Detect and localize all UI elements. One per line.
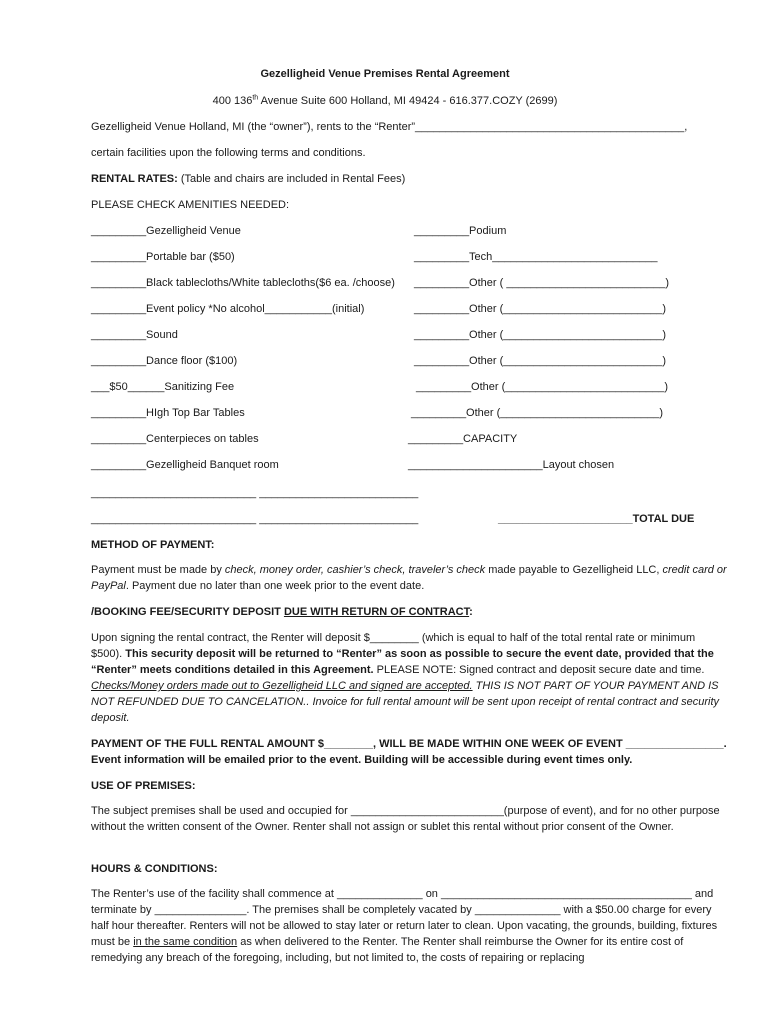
booking-heading-underlined: DUE WITH RETURN OF CONTRACT [283, 606, 470, 618]
blank-line[interactable]: ___________________________ __________________________ [91, 513, 419, 525]
hours-text [91, 886, 729, 966]
deposit-text-italic: THIS IS NOT PART OF YOUR PAYMENT AND IS NOT REFUNDED DUE TO CANCELATION.. Invoice for full rental amount will be sent upon receipt of rental contract and security deposit. [91, 680, 720, 724]
rental-rates-note: (Table and chairs are included in Rental Fees) [177, 173, 406, 185]
amenity-right[interactable]: _________CAPACITY [408, 433, 518, 445]
rental-rates-label: RENTAL RATES: [91, 173, 178, 185]
method-text-part: . Payment due no later than one week prior to the event date. [125, 580, 425, 592]
rental-rates [91, 172, 405, 186]
use-text: The subject premises shall be used and occupied for _________________________(purpose of event), and for no other purpose without the written consent of the Owner. Renter shall not assign or sublet this rental without prior consent of the Owner. [91, 805, 720, 833]
deposit-text [91, 630, 729, 726]
booking-heading [91, 605, 473, 619]
amenity-left[interactable]: _________HIgh Top Bar Tables [91, 407, 245, 419]
amenity-left[interactable]: _________Gezelligheid Banquet room [91, 459, 279, 471]
amenity-right[interactable]: _________Other (__________________________) [414, 355, 667, 367]
hours-text-underlined: in the same condition [133, 936, 238, 948]
hours-heading: HOURS & CONDITIONS: [91, 863, 218, 875]
booking-heading-part: /BOOKING FEE/SECURITY DEPOSIT [91, 606, 284, 618]
method-text-italic: credit card or PayPal [91, 564, 727, 592]
amenity-left[interactable]: _________Event policy *No alcohol___________(initial) [91, 303, 365, 315]
amenity-left[interactable]: _________Sound [91, 329, 178, 341]
address-part: Avenue Suite 600 Holland, MI 49424 - 616.377.COZY (2699) [258, 95, 558, 107]
hours-text-part: as when delivered to the Renter. The Renter shall reimburse the Owner for its entire cost of remedying any breach of the foregoing, including, but not limited to, the costs of repairing or replacing [91, 936, 684, 964]
amenity-right[interactable]: _________Other (__________________________) [411, 407, 664, 419]
deposit-text-underlined: Checks/Money orders made out to Gezelligheid LLC and signed are accepted. [91, 680, 473, 692]
use-heading: USE OF PREMISES: [91, 780, 196, 792]
amenities-heading: PLEASE CHECK AMENITIES NEEDED: [91, 199, 290, 211]
amenity-right[interactable]: _________Other (__________________________) [416, 381, 669, 393]
address-superscript: th [252, 94, 259, 102]
amenity-left[interactable]: _________Gezelligheid Venue [91, 225, 241, 237]
method-text-part: made payable to Gezelligheid LLC, [485, 564, 663, 576]
blank-line[interactable]: ___________________________ __________________________ [91, 487, 419, 499]
document-title: Gezelligheid Venue Premises Rental Agreement [260, 68, 510, 80]
method-text-part: Payment must be made by [91, 564, 225, 576]
amenity-left[interactable]: _________Dance floor ($100) [91, 355, 238, 367]
amenity-right[interactable]: _________Tech___________________________ [414, 251, 658, 263]
amenity-left[interactable]: _________Centerpieces on tables [91, 433, 259, 445]
address-part: 400 136 [212, 95, 253, 107]
method-text [91, 562, 729, 594]
intro-line-2: certain facilities upon the following terms and conditions. [91, 147, 366, 159]
amenity-right[interactable]: _________Other (__________________________) [414, 303, 667, 315]
amenity-right[interactable]: _________Podium [414, 225, 507, 237]
total-due[interactable]: ______________________TOTAL DUE [498, 513, 695, 525]
full-payment-text: PAYMENT OF THE FULL RENTAL AMOUNT $________, WILL BE MADE WITHIN ONE WEEK OF EVENT ________________. Event information will be emailed prior to the event. Building will be accessible during event times only. [91, 738, 727, 766]
amenity-left[interactable]: _________Black tablecloths/White tablecloths($6 ea. /choose) [91, 277, 395, 289]
intro-line: Gezelligheid Venue Holland, MI (the “owner”), rents to the “Renter”____________________________________________, [91, 121, 688, 133]
amenity-right[interactable]: ______________________Layout chosen [408, 459, 615, 471]
amenity-left[interactable]: _________Portable bar ($50) [91, 251, 235, 263]
deposit-text-part: Upon signing the rental contract, the Renter will deposit $________ (which is equal to half of the total rental rate or minimum $500). [91, 632, 696, 660]
method-heading: METHOD OF PAYMENT: [91, 539, 215, 551]
method-text-italic: check, money order, cashier’s check, traveler’s check [224, 564, 486, 576]
amenity-left[interactable]: ___$50______Sanitizing Fee [91, 381, 235, 393]
hours-text-part: The Renter’s use of the facility shall commence at ______________ on _________________________________________ and terminate by _______________. The premises shall be completely vacated by ______________ with a $50.00 charge for every half hour thereafter. Renters will not be allowed to stay later or return later to clean. Upon vacating, the grounds, building, fixtures must be [91, 888, 718, 948]
amenity-right[interactable]: _________Other (__________________________) [414, 329, 667, 341]
venue-address [0, 94, 770, 108]
amenity-right[interactable]: _________Other ( __________________________) [414, 277, 670, 289]
booking-heading-part: : [469, 606, 473, 618]
deposit-text-part: PLEASE NOTE: Signed contract and deposit secure date and time. [373, 664, 705, 676]
deposit-text-bold: This security deposit will be returned to “Renter” as soon as possible to secure the event date, provided that the “Renter” meets conditions detailed in this Agreement. [91, 648, 714, 676]
